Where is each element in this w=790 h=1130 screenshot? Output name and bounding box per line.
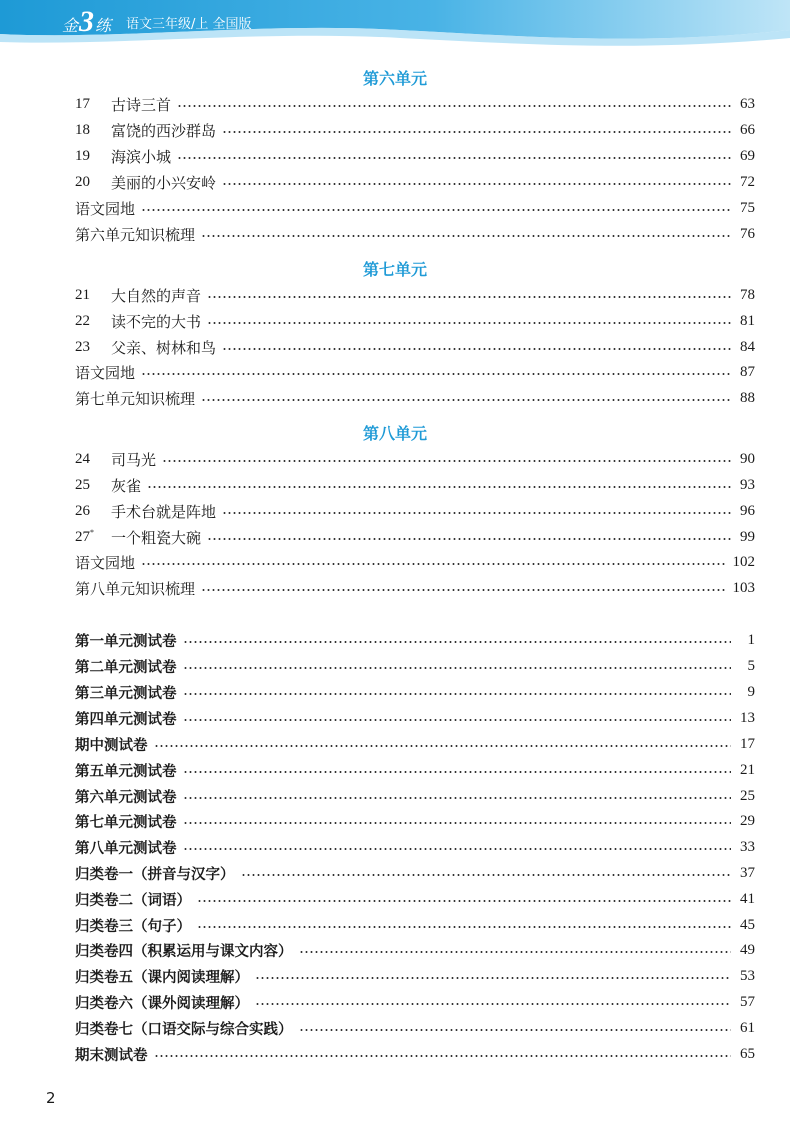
leader-dots bbox=[183, 693, 732, 695]
test-page: 45 bbox=[740, 916, 755, 933]
entry-title: 古诗三首 bbox=[111, 95, 172, 114]
test-page: 25 bbox=[740, 787, 755, 804]
leader-dots bbox=[197, 926, 731, 928]
entry-page: 76 bbox=[740, 225, 755, 242]
entry-title: 灰雀 bbox=[111, 476, 142, 495]
toc-entry[interactable] bbox=[75, 284, 755, 306]
lesson-number-value: 27 bbox=[75, 529, 90, 545]
entry-title: 语文园地 bbox=[75, 553, 136, 572]
leader-dots bbox=[222, 512, 731, 514]
leader-dots bbox=[222, 131, 731, 133]
entry-title: 第七单元知识梳理 bbox=[75, 389, 196, 408]
leader-dots bbox=[154, 1055, 732, 1057]
test-page: 13 bbox=[740, 709, 755, 726]
lesson-number: 17 bbox=[75, 95, 90, 112]
optional-lesson-star: * bbox=[90, 528, 94, 537]
test-entry[interactable] bbox=[75, 629, 755, 651]
test-entry[interactable] bbox=[75, 836, 755, 858]
entry-page: 88 bbox=[740, 389, 755, 406]
toc-entry[interactable] bbox=[75, 577, 755, 599]
lesson-number: 23 bbox=[75, 338, 90, 355]
toc-entry[interactable] bbox=[75, 361, 755, 383]
test-title: 第五单元测试卷 bbox=[75, 763, 177, 780]
test-title: 归类卷二（词语） bbox=[75, 892, 191, 909]
entry-title: 手术台就是阵地 bbox=[111, 502, 217, 521]
test-page: 49 bbox=[740, 941, 755, 958]
entry-page: 69 bbox=[740, 147, 755, 164]
entry-page: 72 bbox=[740, 173, 755, 190]
leader-dots bbox=[222, 348, 731, 350]
toc-entry[interactable] bbox=[75, 119, 755, 141]
entry-title: 第六单元知识梳理 bbox=[75, 225, 196, 244]
test-page: 1 bbox=[747, 631, 755, 648]
footer-page-number: 2 bbox=[46, 1089, 56, 1107]
leader-dots bbox=[154, 745, 732, 747]
entry-page: 96 bbox=[740, 502, 755, 519]
test-page: 57 bbox=[740, 993, 755, 1010]
leader-dots bbox=[201, 235, 731, 237]
leader-dots bbox=[207, 538, 731, 540]
brand-lian: 练 bbox=[95, 16, 112, 35]
toc-entry[interactable] bbox=[75, 526, 755, 548]
test-page: 9 bbox=[747, 683, 755, 700]
entry-page: 90 bbox=[740, 450, 755, 467]
test-title: 归类卷六（课外阅读理解） bbox=[75, 995, 249, 1012]
test-title: 第七单元测试卷 bbox=[75, 814, 177, 831]
entry-title: 语文园地 bbox=[75, 199, 136, 218]
entry-title: 司马光 bbox=[111, 450, 157, 469]
test-entry[interactable] bbox=[75, 965, 755, 987]
lesson-number: 19 bbox=[75, 147, 90, 164]
leader-dots bbox=[197, 900, 731, 902]
test-entry[interactable] bbox=[75, 785, 755, 807]
entry-page: 93 bbox=[740, 476, 755, 493]
unit-title: 第八单元 bbox=[362, 424, 427, 443]
entry-title: 富饶的西沙群岛 bbox=[111, 121, 217, 140]
toc-entry[interactable] bbox=[75, 551, 755, 573]
test-page: 29 bbox=[740, 812, 755, 829]
leader-dots bbox=[207, 322, 731, 324]
toc-entry[interactable] bbox=[75, 336, 755, 358]
brand-number: 3 bbox=[79, 5, 95, 38]
leader-dots bbox=[141, 373, 731, 375]
test-page: 53 bbox=[740, 967, 755, 984]
test-page: 33 bbox=[740, 838, 755, 855]
test-title: 归类卷三（句子） bbox=[75, 918, 191, 935]
test-page: 61 bbox=[740, 1019, 755, 1036]
leader-dots bbox=[241, 874, 732, 876]
test-page: 21 bbox=[740, 761, 755, 778]
test-entry[interactable] bbox=[75, 1043, 755, 1065]
brand-jin: 金 bbox=[62, 16, 79, 35]
test-title: 第八单元测试卷 bbox=[75, 840, 177, 857]
entry-page: 103 bbox=[732, 579, 755, 596]
test-entry[interactable] bbox=[75, 759, 755, 781]
test-title: 第六单元测试卷 bbox=[75, 789, 177, 806]
test-page: 5 bbox=[747, 657, 755, 674]
test-title: 归类卷五（课内阅读理解） bbox=[75, 969, 249, 986]
test-title: 归类卷一（拼音与汉字） bbox=[75, 866, 235, 883]
toc-entry[interactable] bbox=[75, 171, 755, 193]
lesson-number: 25 bbox=[75, 476, 90, 493]
test-entry[interactable] bbox=[75, 862, 755, 884]
test-entry[interactable] bbox=[75, 655, 755, 677]
leader-dots bbox=[255, 1003, 731, 1005]
leader-dots bbox=[147, 486, 731, 488]
leader-dots bbox=[183, 797, 732, 799]
test-entry[interactable] bbox=[75, 733, 755, 755]
header-wave-decoration bbox=[0, 0, 790, 50]
leader-dots bbox=[183, 719, 732, 721]
entry-page: 78 bbox=[740, 286, 755, 303]
leader-dots bbox=[177, 157, 731, 159]
entry-title: 第八单元知识梳理 bbox=[75, 579, 196, 598]
test-entry[interactable] bbox=[75, 681, 755, 703]
lesson-number: 22 bbox=[75, 312, 90, 329]
toc-entry[interactable] bbox=[75, 197, 755, 219]
toc-entry[interactable] bbox=[75, 93, 755, 115]
toc-entry[interactable] bbox=[75, 448, 755, 470]
leader-dots bbox=[141, 563, 726, 565]
entry-page: 81 bbox=[740, 312, 755, 329]
lesson-number bbox=[75, 528, 111, 546]
entry-page: 75 bbox=[740, 199, 755, 216]
leader-dots bbox=[255, 977, 731, 979]
test-entry[interactable] bbox=[75, 707, 755, 729]
leader-dots bbox=[141, 209, 731, 211]
entry-page: 102 bbox=[732, 553, 755, 570]
test-entry[interactable] bbox=[75, 991, 755, 1013]
entry-page: 84 bbox=[740, 338, 755, 355]
entry-title: 读不完的大书 bbox=[111, 312, 202, 331]
test-title: 第一单元测试卷 bbox=[75, 633, 177, 650]
lesson-number: 20 bbox=[75, 173, 90, 190]
test-title: 期末测试卷 bbox=[75, 1047, 148, 1064]
header-band bbox=[0, 0, 790, 50]
brand-logo bbox=[62, 5, 112, 39]
entry-title: 语文园地 bbox=[75, 363, 136, 382]
entry-title: 海滨小城 bbox=[111, 147, 172, 166]
entry-title: 大自然的声音 bbox=[111, 286, 202, 305]
entry-title: 美丽的小兴安岭 bbox=[111, 173, 217, 192]
entry-page: 99 bbox=[740, 528, 755, 545]
test-page: 37 bbox=[740, 864, 755, 881]
leader-dots bbox=[222, 183, 731, 185]
entry-title: 父亲、树林和鸟 bbox=[111, 338, 217, 357]
leader-dots bbox=[162, 460, 731, 462]
leader-dots bbox=[201, 399, 731, 401]
test-title: 第三单元测试卷 bbox=[75, 685, 177, 702]
test-entry[interactable] bbox=[75, 810, 755, 832]
leader-dots bbox=[183, 822, 732, 824]
leader-dots bbox=[201, 589, 726, 591]
entry-title: 一个粗瓷大碗 bbox=[111, 528, 202, 547]
test-title: 第四单元测试卷 bbox=[75, 711, 177, 728]
test-page: 41 bbox=[740, 890, 755, 907]
test-title: 第二单元测试卷 bbox=[75, 659, 177, 676]
unit-title: 第六单元 bbox=[362, 69, 427, 88]
leader-dots bbox=[207, 296, 731, 298]
leader-dots bbox=[183, 667, 732, 669]
entry-page: 66 bbox=[740, 121, 755, 138]
toc-entry[interactable] bbox=[75, 500, 755, 522]
test-entry[interactable] bbox=[75, 939, 755, 961]
toc-entry[interactable] bbox=[75, 223, 755, 245]
leader-dots bbox=[183, 771, 732, 773]
lesson-number: 18 bbox=[75, 121, 90, 138]
toc-entry[interactable] bbox=[75, 387, 755, 409]
test-entry[interactable] bbox=[75, 1017, 755, 1039]
leader-dots bbox=[299, 951, 732, 953]
leader-dots bbox=[183, 848, 732, 850]
toc-entry[interactable] bbox=[75, 310, 755, 332]
test-entry[interactable] bbox=[75, 914, 755, 936]
test-title: 期中测试卷 bbox=[75, 737, 148, 754]
entry-page: 63 bbox=[740, 95, 755, 112]
unit-title: 第七单元 bbox=[362, 260, 427, 279]
test-entry[interactable] bbox=[75, 888, 755, 910]
leader-dots bbox=[177, 105, 731, 107]
lesson-number: 26 bbox=[75, 502, 90, 519]
test-page: 17 bbox=[740, 735, 755, 752]
lesson-number: 21 bbox=[75, 286, 90, 303]
lesson-number: 24 bbox=[75, 450, 90, 467]
toc-entry[interactable] bbox=[75, 145, 755, 167]
test-title: 归类卷七（口语交际与综合实践） bbox=[75, 1021, 293, 1038]
book-subtitle: 语文三年级/上 全国版 bbox=[126, 17, 252, 32]
leader-dots bbox=[299, 1029, 732, 1031]
test-page: 65 bbox=[740, 1045, 755, 1062]
leader-dots bbox=[183, 641, 732, 643]
entry-page: 87 bbox=[740, 363, 755, 380]
test-title: 归类卷四（积累运用与课文内容） bbox=[75, 943, 293, 960]
toc-entry[interactable] bbox=[75, 474, 755, 496]
